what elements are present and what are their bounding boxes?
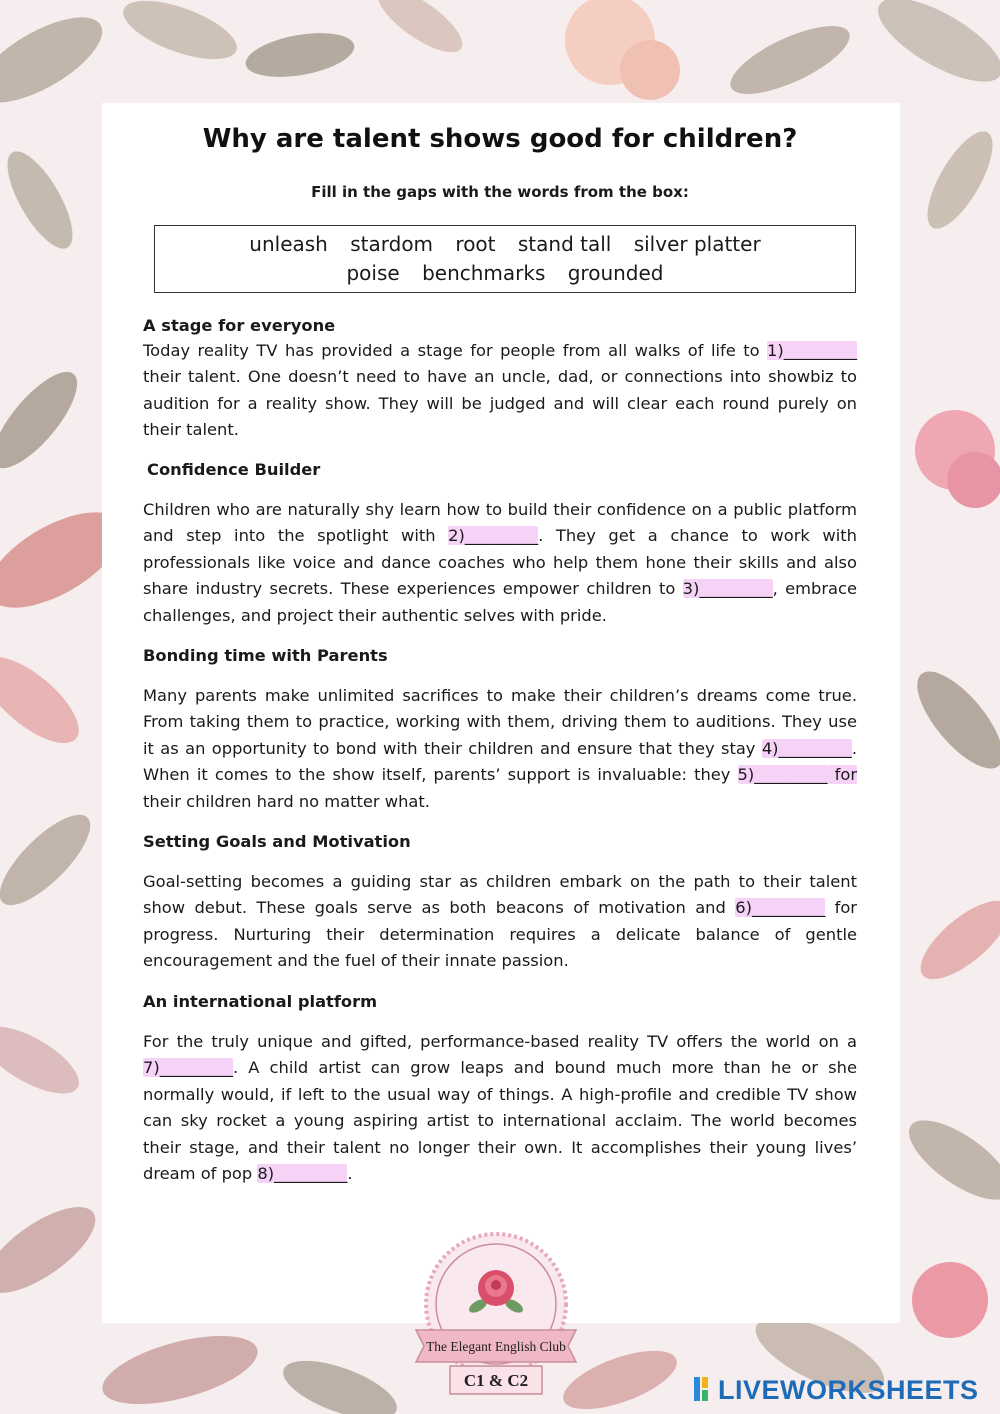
word-box-item: stardom bbox=[350, 232, 434, 256]
section-heading-bonding: Bonding time with Parents bbox=[143, 646, 388, 665]
logo-club-name: The Elegant English Club bbox=[426, 1339, 566, 1354]
word-box-item: grounded bbox=[567, 261, 664, 285]
gap-3-input[interactable]: 3)_________ bbox=[682, 579, 773, 599]
word-box-item: root bbox=[455, 232, 496, 256]
club-logo bbox=[408, 1226, 584, 1402]
word-box-row-2 bbox=[155, 259, 855, 288]
gap-1-input[interactable]: 1)_________ bbox=[767, 341, 857, 360]
gap-8-input[interactable]: 8)_________ bbox=[257, 1164, 348, 1184]
gap-4-input[interactable]: 4)_________ bbox=[761, 738, 852, 758]
word-box-item: unleash bbox=[249, 232, 328, 256]
paragraph-international: For the truly unique and gifted, performance-based reality TV offers the world on a 7)_________. A child artist can grow leaps and bound much more than he or she normally would, if left to the usual way of things. A high-profile and credible TV show can sky rocket a young aspiring artist to international acclaim. The world becomes their stage, and their talent no longer their own. It accomplishes their young lives’ dream of pop 8)_________. bbox=[143, 1032, 857, 1184]
instruction-text: Fill in the gaps with the words from the box: bbox=[311, 183, 689, 201]
paragraph-goals: Goal-setting becomes a guiding star as children embark on the path to their talent show debut. These goals serve as both beacons of motivation and 6)_________ for progress. Nurturing their determination requires a delicate balance of gentle encouragement and the fuel of their innate passion. bbox=[143, 872, 857, 971]
gap-2-input[interactable]: 2)_________ bbox=[448, 526, 539, 546]
gap-7-input[interactable]: 7)_________ bbox=[143, 1058, 233, 1078]
section-heading-goals: Setting Goals and Motivation bbox=[143, 832, 411, 851]
word-box-item: stand tall bbox=[517, 232, 612, 256]
paragraph-confidence: Children who are naturally shy learn how to build their confidence on a public platform and step into the spotlight with 2)_________. They get a chance to work with professionals like voice and dance coaches who help them hone their skills and also share industry secrets. These experiences empower children to 3)_________, embrace challenges, and project their authentic selves with pride. bbox=[143, 500, 857, 625]
page-title: Why are talent shows good for children? bbox=[202, 124, 798, 154]
word-box-item: benchmarks bbox=[422, 261, 546, 285]
section-heading-stage: A stage for everyone bbox=[143, 316, 336, 335]
section-heading-international: An international platform bbox=[143, 992, 378, 1011]
gap-5-input[interactable]: 5)_________ bbox=[737, 765, 828, 785]
liveworksheets-icon bbox=[694, 1377, 716, 1401]
section-heading-confidence: Confidence Builder bbox=[147, 460, 321, 479]
paragraph-stage: Today reality TV has provided a stage for people from all walks of life to 1)_________ their talent. One doesn’t need to have an uncle, dad, or connections into showbiz to audition for a reality show. They will be judged and will clear each round purely on their talent. bbox=[143, 341, 857, 440]
word-box bbox=[154, 225, 856, 293]
word-box-item: poise bbox=[346, 261, 400, 285]
paragraph-bonding: Many parents make unlimited sacrifices to make their children’s dreams come true. From taking them to practice, working with them, driving them to auditions. They use it as an opportunity to bond with their children and ensure that they stay 4)_________. When it comes to the show itself, parents’ support is invaluable: they 5)_________ for their children hard no matter what. bbox=[143, 686, 858, 811]
logo-level: C1 & C2 bbox=[463, 1371, 529, 1390]
gap-6-input[interactable]: 6)_________ bbox=[735, 898, 826, 918]
word-box-item: silver platter bbox=[633, 232, 761, 256]
liveworksheets-brand[interactable]: LIVEWORKSHEETS bbox=[718, 1375, 979, 1405]
word-box-row-1 bbox=[155, 230, 855, 259]
